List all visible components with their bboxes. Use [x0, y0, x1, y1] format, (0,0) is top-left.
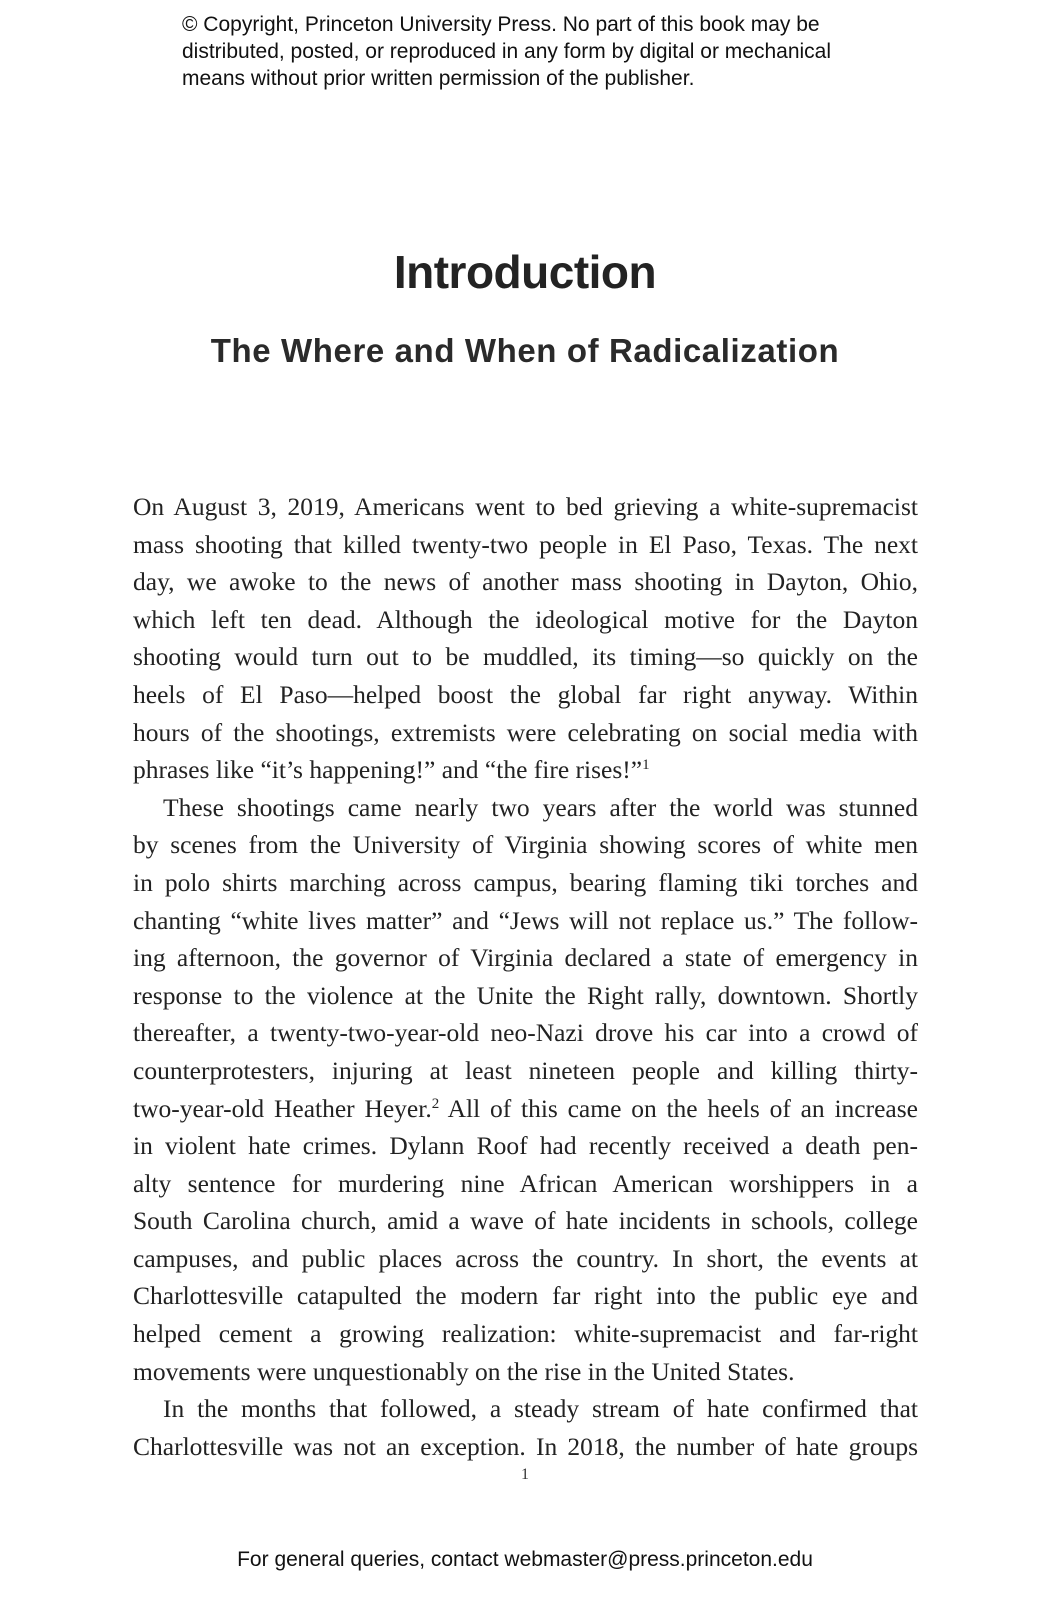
text-line: ing afternoon, the governor of Virginia declared a state of emergency in [133, 943, 918, 973]
text-line: On August 3, 2019, Americans went to bed grieving a white-supremacist [133, 492, 918, 521]
text-line: in polo shirts marching across campus, bearing flaming tiki torches and [133, 867, 918, 897]
text-line: hours of the shootings, extremists were celebrating on social media with [133, 717, 918, 747]
text-line: chanting “white lives matter” and “Jews will not replace us.” The follow- [133, 905, 918, 935]
text-line: by scenes from the University of Virginia showing scores of white men [133, 830, 918, 860]
text-segment: two-year-old Heather Heyer. [133, 1093, 432, 1123]
text-line: which left ten dead. Although the ideological motive for the Dayton [133, 604, 918, 634]
text-line: Charlottesville catapulted the modern far right into the public eye and [133, 1281, 918, 1311]
copyright-notice [182, 11, 942, 92]
copyright-line: © Copyright, Princeton University Press. No part of this book may be [182, 13, 820, 36]
footnote-marker[interactable]: 2 [431, 1095, 440, 1112]
text-line: mass shooting that killed twenty-two people in El Paso, Texas. The next [133, 529, 918, 559]
chapter-subtitle: The Where and When of Radicalization [210, 332, 840, 369]
text-line: day, we awoke to the news of another mass shooting in Dayton, Ohio, [133, 567, 918, 597]
text-line: helped cement a growing realization: white-supremacist and far-right [133, 1319, 918, 1349]
text-line: counterprotesters, injuring at least nineteen people and killing thirty- [133, 1055, 918, 1085]
footer-contact: For general queries, contact webmaster@press.princeton.edu [237, 1548, 813, 1571]
text-line: thereafter, a twenty-two-year-old neo-Nazi drove his car into a crowd of [133, 1018, 918, 1048]
footnote-marker[interactable]: 1 [642, 757, 650, 774]
text-line: in violent hate crimes. Dylann Roof had recently received a death pen- [133, 1131, 918, 1161]
text-line: South Carolina church, amid a wave of hate incidents in schools, college [133, 1206, 918, 1236]
chapter-title: Introduction [393, 246, 657, 298]
text-line: movements were unquestionably on the rise in the United States. [133, 1356, 795, 1386]
text-line: heels of El Paso—helped boost the global far right anyway. Within [133, 679, 918, 709]
text-segment: phrases like “it’s happening!” and “the fire rises!” [133, 755, 643, 785]
text-line: response to the violence at the Unite the Right rally, downtown. Shortly [133, 980, 918, 1010]
text-line [133, 1090, 918, 1128]
text-line: These shootings came nearly two years after the world was stunned [163, 792, 918, 822]
copyright-line: distributed, posted, or reproduced in any form by digital or mechanical [182, 40, 832, 63]
text-segment: All of this came on the heels of an increase [439, 1093, 918, 1123]
text-line: In the months that followed, a steady stream of hate confirmed that [163, 1394, 918, 1424]
text-line: campuses, and public places across the country. In short, the events at [133, 1243, 918, 1273]
page-number: 1 [521, 1466, 529, 1483]
text-line: Charlottesville was not an exception. In 2018, the number of hate groups [133, 1431, 918, 1461]
text-line: shooting would turn out to be muddled, its timing—so quickly on the [133, 642, 918, 672]
text-line: alty sentence for murdering nine African American worshippers in a [133, 1168, 918, 1198]
text-line [133, 751, 918, 789]
body-text [133, 488, 918, 1465]
copyright-line: means without prior written permission of the publisher. [182, 67, 695, 90]
